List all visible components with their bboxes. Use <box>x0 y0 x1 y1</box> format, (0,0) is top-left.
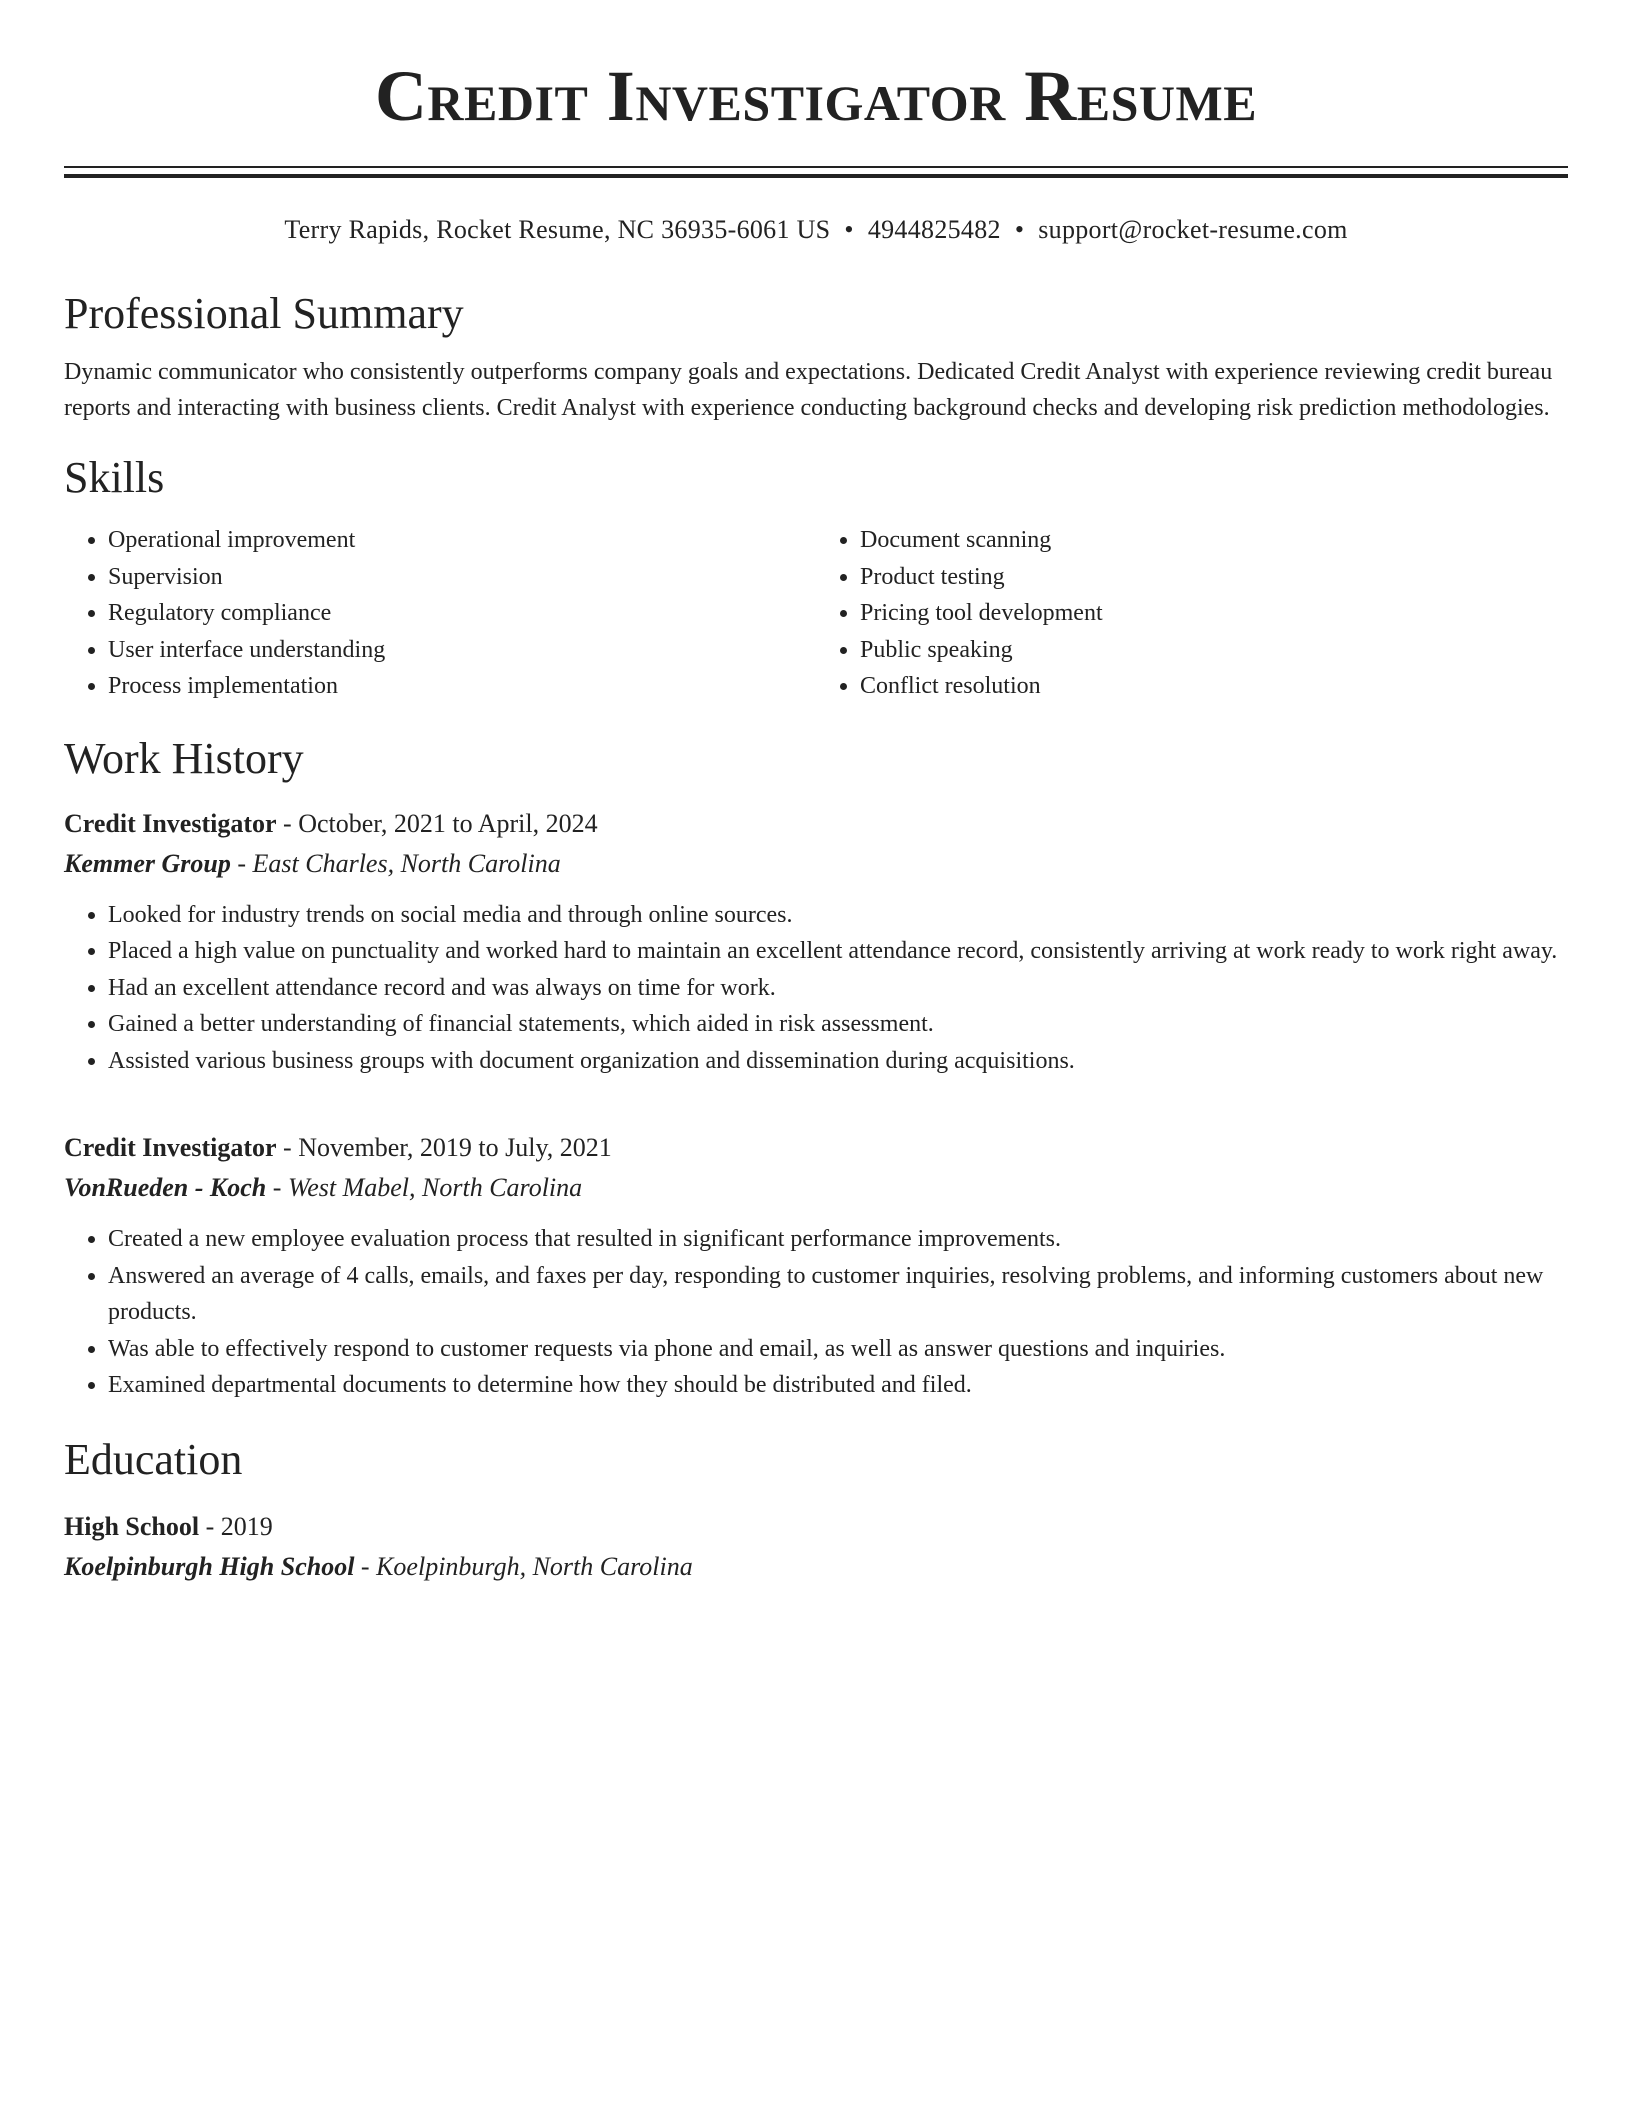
skills-column-right <box>816 522 1568 705</box>
skill-item: • Pricing tool development <box>860 595 1568 632</box>
education-heading: Education <box>64 1434 243 1484</box>
job-title: Credit Investigator <box>64 1133 277 1162</box>
skill-item: • Operational improvement <box>108 522 816 559</box>
summary-heading: Professional Summary <box>64 289 464 338</box>
job-company: VonRueden - Koch <box>64 1173 267 1202</box>
job-bullet: • Had an excellent attendance record and was always on time for work. <box>108 970 1568 1007</box>
skill-item: • Document scanning <box>860 522 1568 559</box>
skills-grid <box>64 522 1568 705</box>
skill-item: • Supervision <box>108 559 816 596</box>
job-location: East Charles, North Carolina <box>252 848 561 878</box>
skill-item: • Conflict resolution <box>860 668 1568 705</box>
job-bullet: • Looked for industry trends on social media and through online sources. <box>108 897 1568 934</box>
title-divider-thin <box>64 166 1568 168</box>
job-location: West Mabel, North Carolina <box>287 1173 583 1202</box>
skill-item: • Regulatory compliance <box>108 595 816 632</box>
job-bullet: • Created a new employee evaluation process that resulted in significant performance improvements. <box>108 1221 1568 1258</box>
contact-address: Terry Rapids, Rocket Resume, NC 36935-6061 US <box>284 215 831 244</box>
job-company-line: VonRueden - Koch - West Mabel, North Carolina <box>64 1173 583 1202</box>
resume-title: Credit Investigator Resume <box>374 56 1258 136</box>
job-bullets <box>64 897 1568 1080</box>
contact-phone: 4944825482 <box>867 215 1001 244</box>
education-location: Koelpinburgh, North Carolina <box>376 1551 693 1581</box>
title-divider-thick <box>64 174 1568 178</box>
job-bullet: • Gained a better understanding of financial statements, which aided in risk assessment. <box>108 1006 1568 1043</box>
job-bullet: • Assisted various business groups with document organization and dissemination during acquisitions. <box>108 1043 1568 1080</box>
job-bullets <box>64 1221 1568 1404</box>
skill-item: • User interface understanding <box>108 632 816 669</box>
contact-separator: • <box>844 215 854 244</box>
education-school-line: Koelpinburgh High School - Koelpinburgh, North Carolina <box>64 1551 693 1581</box>
job-dates: October, 2021 to April, 2024 <box>298 808 598 838</box>
skill-item: • Product testing <box>860 559 1568 596</box>
education-school: Koelpinburgh High School <box>64 1551 355 1581</box>
contact-separator: • <box>1014 215 1025 244</box>
education-year: 2019 <box>220 1511 273 1541</box>
job-bullet: • Examined departmental documents to determine how they should be distributed and filed. <box>108 1367 1568 1404</box>
contact-line <box>64 214 1568 246</box>
skills-heading: Skills <box>64 453 165 502</box>
job-bullet: • Was able to effectively respond to customer requests via phone and email, as well as answer questions and inquiries. <box>108 1331 1568 1368</box>
job-title: Credit Investigator <box>64 808 277 838</box>
job-title-line: Credit Investigator - November, 2019 to July, 2021 <box>64 1133 612 1162</box>
skill-item: • Process implementation <box>108 668 816 705</box>
summary-text: Dynamic communicator who consistently outperforms company goals and expectations. Dedicated Credit Analyst with experience reviewing credit bureau reports and interacting with business clients. Credit Analyst with experience conducting background checks and developing risk prediction methodologies. <box>64 359 1553 421</box>
job-company: Kemmer Group <box>64 848 231 878</box>
education-degree-line: High School - 2019 <box>64 1511 273 1541</box>
job-entry <box>64 805 1568 1080</box>
work-history-heading: Work History <box>64 733 304 783</box>
skill-item: • Public speaking <box>860 632 1568 669</box>
job-entry <box>64 1129 1568 1404</box>
contact-email: support@rocket-resume.com <box>1038 215 1348 244</box>
job-dates: November, 2019 to July, 2021 <box>298 1133 612 1162</box>
job-company-line: Kemmer Group - East Charles, North Carolina <box>64 848 561 878</box>
job-bullet: • Placed a high value on punctuality and worked hard to maintain an excellent attendance record, consistently arriving at work ready to work right away. <box>108 933 1568 970</box>
education-degree: High School <box>64 1511 200 1541</box>
skills-column-left <box>64 522 816 705</box>
job-bullet: • Answered an average of 4 calls, emails, and faxes per day, responding to customer inquiries, resolving problems, and informing customers about new products. <box>108 1258 1568 1331</box>
job-title-line: Credit Investigator - October, 2021 to April, 2024 <box>64 808 598 838</box>
